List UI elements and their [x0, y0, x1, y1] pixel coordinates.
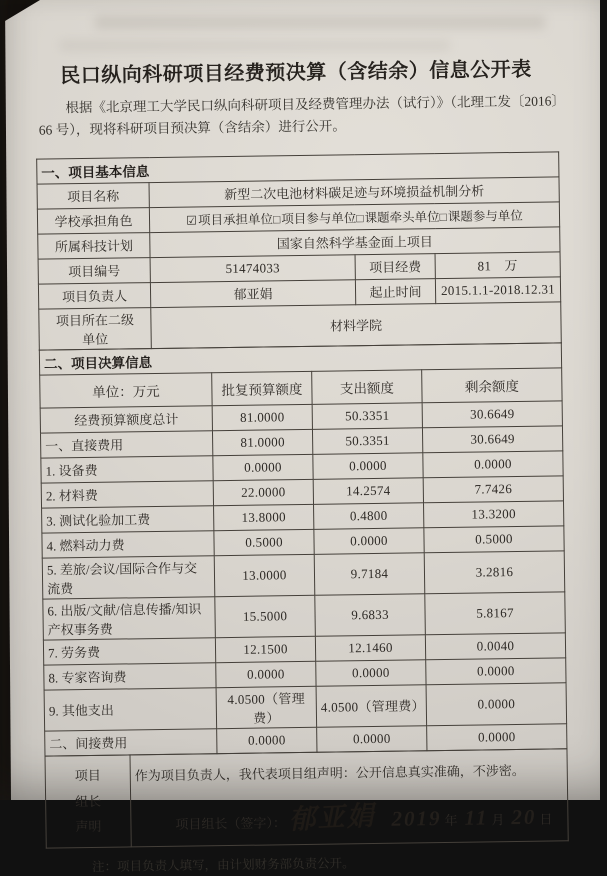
role-option-label: 课题牵头单位	[364, 209, 440, 225]
budget-spent: 0.4800	[314, 503, 424, 530]
period-label: 起止时间	[355, 278, 435, 304]
budget-spent: 9.7184	[314, 553, 425, 596]
role-option-label: 课题参与单位	[447, 208, 523, 224]
date-day-handwritten: 20	[511, 804, 537, 830]
date-month-unit: 月	[491, 812, 505, 828]
budget-spent: 0.0000	[317, 725, 427, 752]
budget-row-publication	[43, 592, 566, 640]
budget-remaining: 0.0000	[426, 658, 566, 685]
budget-row-label: 6. 出版/文献/信息传播/知识产权事务费	[43, 596, 216, 639]
budget-spent: 9.6833	[315, 593, 426, 636]
budget-approved: 15.5000	[215, 595, 316, 637]
declaration-label: 项目 组长 声明	[45, 755, 131, 848]
budget-row-label: 2. 材料费	[41, 480, 213, 507]
budget-spent: 4.0500（管理费）	[316, 684, 427, 727]
budget-approved: 0.0000	[217, 727, 317, 753]
budget-approved: 12.1500	[215, 636, 315, 662]
budget-col-remaining: 剩余额度	[422, 368, 562, 403]
date-year-handwritten: 2019	[391, 806, 442, 831]
budget-approved: 0.5000	[214, 529, 314, 555]
budget-spent: 50.3351	[312, 403, 422, 430]
budget-remaining: 3.2816	[424, 551, 565, 594]
budget-row-label: 经费预算额度总计	[40, 405, 212, 432]
project-no-value: 51474033	[150, 254, 355, 282]
section-basic-header: 一、项目基本信息	[37, 152, 559, 184]
date-day-unit: 日	[539, 811, 553, 827]
budget-remaining: 0.0000	[426, 683, 567, 726]
form-body	[36, 151, 568, 875]
budget-row-label: 一、直接费用	[40, 430, 212, 457]
budget-approved: 0.0000	[213, 454, 313, 480]
budget-row-label: 4. 燃料动力费	[42, 530, 214, 557]
budget-col-unit: 单位：万元	[40, 372, 212, 407]
declaration-table	[44, 748, 568, 848]
role-label: 学校承担角色	[37, 207, 149, 234]
budget-remaining: 7.7426	[423, 476, 563, 503]
budget-remaining: 0.0040	[425, 633, 565, 660]
budget-remaining: 0.0000	[427, 724, 567, 751]
checkbox-unchecked-icon: □	[356, 210, 364, 225]
budget-row-travel	[42, 551, 565, 599]
sign-label: 项目组长（签字）：	[175, 815, 287, 833]
declaration-row	[45, 749, 568, 848]
role-option	[273, 211, 356, 226]
budget-row-label: 3. 测试化验加工费	[42, 505, 214, 532]
date-year-unit: 年	[444, 813, 458, 829]
footer-note: 注：项目负责人填写，由计划财务部负责公开。	[91, 856, 355, 874]
budget-spent: 14.2574	[313, 478, 423, 505]
unit-label: 项目所在二级 单位	[39, 307, 152, 350]
budget-remaining: 13.3200	[424, 501, 564, 528]
leader-label: 项目负责人	[38, 282, 150, 309]
budget-row-label: 8. 专家咨询费	[44, 662, 216, 689]
budget-spent: 0.0000	[316, 659, 426, 686]
budget-row-label: 1. 设备费	[41, 455, 213, 482]
checkbox-unchecked-icon: □	[439, 209, 447, 224]
budget-approved: 13.0000	[214, 554, 315, 596]
budget-row-label: 7. 劳务费	[43, 637, 215, 664]
signature-line	[135, 793, 564, 838]
budget-spent: 12.1460	[315, 634, 425, 661]
budget-row-other	[44, 683, 567, 731]
date-month-handwritten: 11	[464, 805, 489, 830]
role-option	[439, 209, 522, 224]
section-budget-header: 二、项目决算信息	[39, 343, 561, 375]
budget-spent: 0.0000	[314, 528, 424, 555]
basic-info-table	[36, 151, 562, 350]
budget-remaining: 30.6649	[422, 401, 562, 428]
unit-value: 材料学院	[151, 302, 562, 349]
role-option	[186, 212, 273, 227]
budget-approved: 22.0000	[213, 479, 313, 505]
declaration-body	[130, 749, 568, 847]
project-name-value: 新型二次电池材料碳足迹与环境损益机制分析	[149, 177, 559, 208]
budget-remaining: 0.5000	[424, 526, 564, 553]
budget-approved: 81.0000	[212, 429, 312, 455]
budget-remaining: 0.0000	[423, 451, 563, 478]
intro-paragraph: 根据《北京理工大学民口纵向科研项目及经费管理办法（试行）》（北理工发〔2016〕66 号），现将科研项目预决算（含结余）进行公开。	[38, 93, 559, 138]
budget-col-spent: 支出额度	[312, 370, 422, 405]
budget-approved: 0.0000	[216, 661, 316, 687]
role-option-label: 项目参与单位	[281, 210, 357, 226]
budget-row-label: 5. 差旅/会议/国际合作与交流费	[42, 555, 215, 598]
budget-spent: 0.0000	[313, 453, 423, 480]
funding-label: 项目经费	[355, 253, 435, 279]
budget-approved: 4.0500（管理费）	[216, 686, 317, 728]
budget-col-approved: 批复预算额度	[212, 371, 312, 405]
budget-table	[39, 342, 568, 756]
budget-row-label: 二、间接费用	[45, 728, 217, 755]
funding-value: 81 万	[435, 252, 560, 279]
declaration-statement: 作为项目负责人，我代表项目组声明：公开信息真实准确，不涉密。	[134, 763, 525, 784]
budget-row-label: 9. 其他支出	[44, 687, 217, 730]
checkbox-checked-icon: ☑	[186, 213, 198, 228]
leader-value: 郁亚娟	[150, 279, 355, 307]
page-title: 民口纵向科研项目经费预决算（含结余）信息公开表	[60, 58, 532, 88]
plan-value: 国家自然科学基金面上项目	[150, 227, 560, 258]
signature-date	[391, 805, 563, 832]
budget-remaining: 5.8167	[425, 592, 566, 635]
role-option-label: 项目承担单位	[197, 212, 274, 228]
budget-spent: 50.3351	[312, 428, 422, 455]
project-name-label: 项目名称	[37, 182, 149, 209]
checkbox-unchecked-icon: □	[272, 211, 281, 227]
budget-remaining: 30.6649	[422, 426, 562, 453]
signature-handwritten: 郁亚娟	[287, 800, 376, 835]
budget-approved: 81.0000	[212, 404, 312, 430]
period-value: 2015.1.1-2018.12.31	[435, 277, 560, 304]
budget-approved: 13.8000	[214, 504, 314, 530]
plan-label: 所属科技计划	[38, 232, 150, 259]
project-no-label: 项目编号	[38, 257, 150, 284]
role-option	[356, 210, 439, 225]
